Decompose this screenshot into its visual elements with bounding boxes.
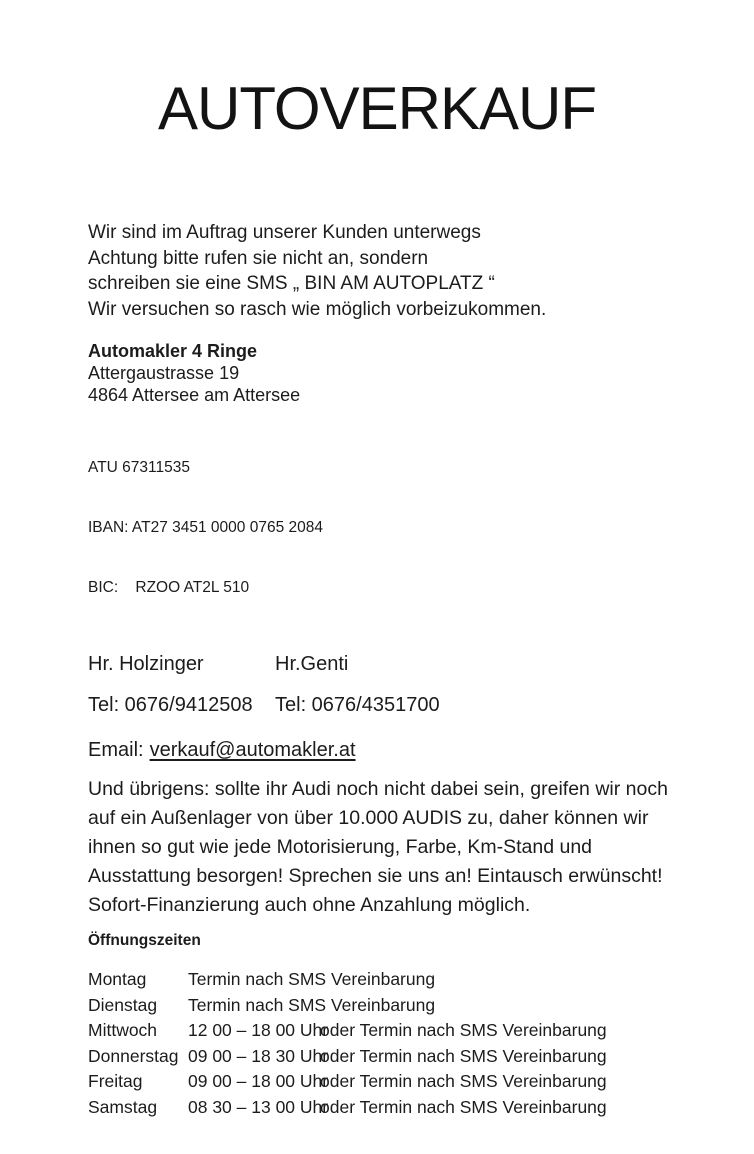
hours-time: 12 00 – 18 00 Uhr (188, 1020, 329, 1040)
vat-number: ATU 67311535 (88, 459, 190, 476)
hours-time: 09 00 – 18 30 Uhr (188, 1045, 329, 1066)
hours-row (88, 1069, 694, 1095)
contact-tel-2: Tel: 0676/4351700 (275, 694, 440, 716)
about-paragraph (88, 775, 694, 920)
hours-row (88, 1044, 694, 1070)
company-street: Attergaustrasse 19 (88, 363, 240, 383)
intro-line: Wir versuchen so rasch wie möglich vorbeizukommen. (88, 298, 547, 320)
hours-day: Donnerstag (88, 1045, 179, 1066)
about-line: ihnen so gut wie jede Motorisierung, Farbe, Km-Stand und (88, 836, 593, 858)
hours-row (88, 1018, 694, 1044)
hours-day: Freitag (88, 1071, 143, 1091)
bic-line: BIC: RZOO AT2L 510 (88, 579, 250, 596)
about-line: Und übrigens: sollte ihr Audi noch nicht dabei sein, greifen wir noch (88, 778, 668, 800)
hours-note: oder Termin nach SMS Vereinbarung (320, 1071, 607, 1091)
company-city: 4864 Attersee am Attersee (88, 385, 301, 405)
hours-row (88, 967, 694, 993)
hours-row (88, 993, 694, 1019)
company-name: Automakler 4 Ringe (88, 341, 258, 361)
hours-note: Termin nach SMS Vereinbarung (188, 994, 436, 1015)
hours-day: Mittwoch (88, 1020, 158, 1040)
contact-name-2: Hr.Genti (275, 653, 349, 675)
opening-hours-heading: Öffnungszeiten (88, 932, 201, 949)
about-line: Sofort-Finanzierung auch ohne Anzahlung möglich. (88, 894, 531, 916)
contact-name-1: Hr. Holzinger (88, 653, 204, 675)
contact-phones-row (88, 692, 694, 718)
company-address-block (88, 340, 694, 406)
about-line: Ausstattung besorgen! Sprechen sie uns an! Eintausch erwünscht! (88, 865, 663, 887)
email-link[interactable]: verkauf@automakler.at (149, 739, 356, 761)
hours-day: Samstag (88, 1096, 158, 1117)
hours-time: 08 30 – 13 00 Uhr (188, 1096, 329, 1117)
intro-paragraph (88, 220, 694, 322)
hours-note: oder Termin nach SMS Vereinbarung (320, 1096, 607, 1117)
hours-day: Dienstag (88, 994, 158, 1015)
document-page (0, 74, 754, 1154)
hours-note: oder Termin nach SMS Vereinbarung (320, 1045, 607, 1066)
opening-hours-table (88, 967, 694, 1120)
about-line: auf ein Außenlager von über 10.000 AUDIS zu, daher können wir (88, 807, 649, 829)
intro-line: schreiben sie eine SMS „ BIN AM AUTOPLATZ “ (88, 273, 495, 294)
intro-line: Wir sind im Auftrag unserer Kunden unterwegs (88, 222, 481, 243)
page-title: AUTOVERKAUF (158, 75, 596, 142)
document-content (0, 220, 754, 1120)
hours-note: oder Termin nach SMS Vereinbarung (320, 1020, 607, 1040)
hours-time: 09 00 – 18 00 Uhr (188, 1071, 329, 1091)
hours-note: Termin nach SMS Vereinbarung (188, 969, 436, 989)
contact-names-row (88, 651, 694, 677)
contact-tel-1: Tel: 0676/9412508 (88, 694, 253, 716)
email-label: Email: (88, 739, 144, 761)
email-row (88, 737, 694, 763)
hours-day: Montag (88, 969, 147, 989)
intro-line: Achtung bitte rufen sie nicht an, sondern (88, 247, 429, 269)
hours-row (88, 1095, 694, 1121)
bank-details-block (88, 418, 694, 638)
iban-line: IBAN: AT27 3451 0000 0765 2084 (88, 519, 323, 536)
